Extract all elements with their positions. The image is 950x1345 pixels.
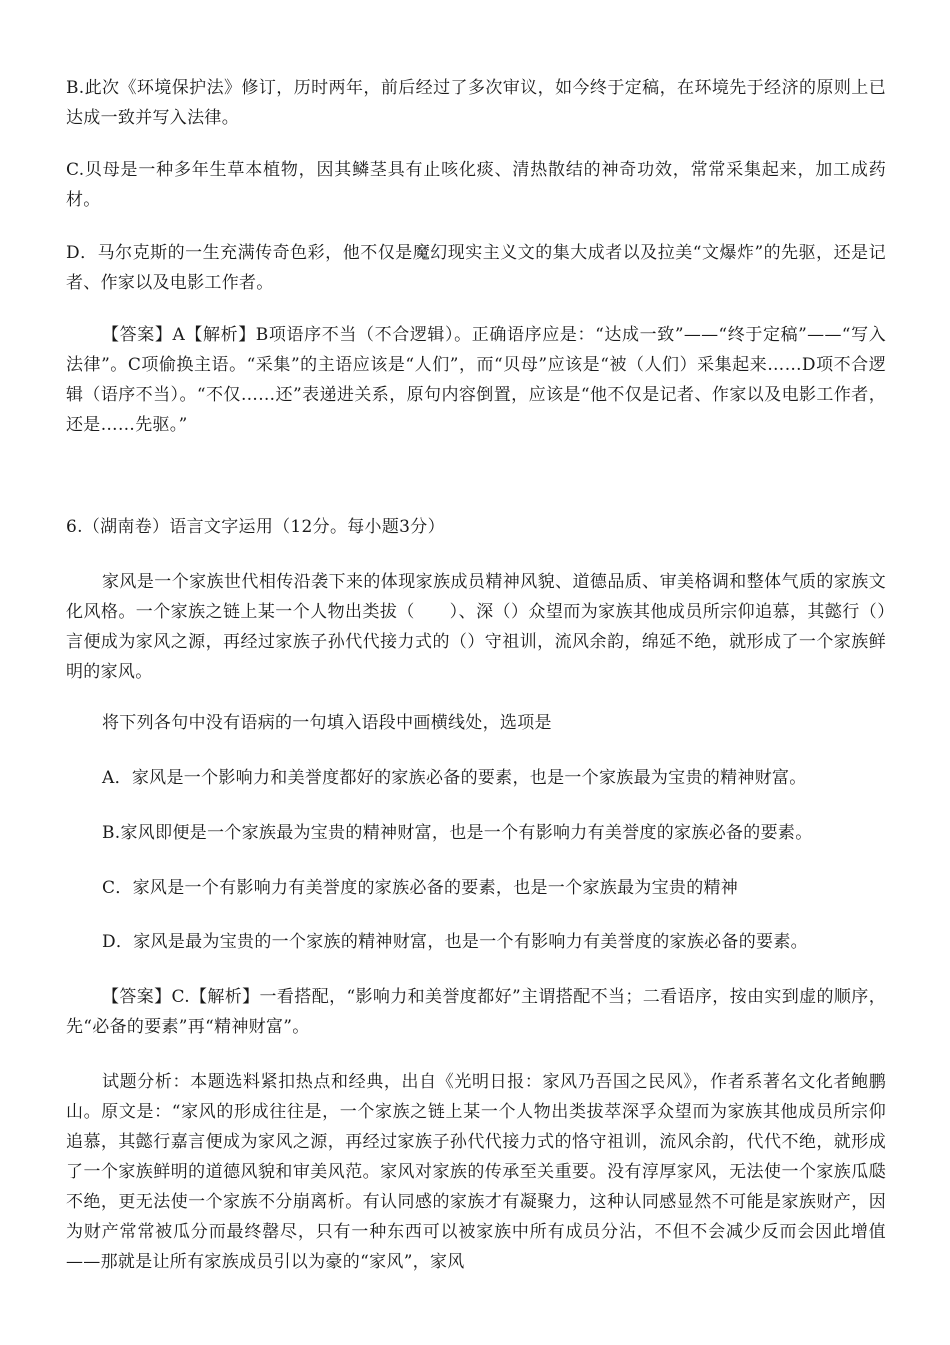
option-d: D．家风是最为宝贵的一个家族的精神财富，也是一个有影响力有美誉度的家族必备的要素。 [102,932,808,952]
option-a: A．家风是一个影响力和美誉度都好的家族必备的要素，也是一个家族最为宝贵的精神财富。 [102,768,807,788]
option-b-prev: B.此次《环境保护法》修订，历时两年，前后经过了多次审议，如今终于定稿，在环境先于经济的原则上已达成一致并写入法律。 [66,78,886,128]
answer-prev: 【答案】A【解析】B项语序不当（不合逻辑）。正确语序应是：“达成一致”——“终于定稿”——“写入法律”。C项偷换主语。“采集”的主语应该是“人们”，而“贝母”应该是“被（人们）采集起来……D项不合逻辑（语序不当）。“不仅……还”表递进关系，原句内容倒置，应该是“他不仅是记者、作家以及电影工作者，还是……先驱。” [66,325,886,435]
question-6-title: 6.（湖南卷）语言文字运用（12分。每小题3分） [66,517,445,537]
option-c-prev: C.贝母是一种多年生草本植物，因其鳞茎具有止咳化痰、清热散结的神奇功效，常常采集起来，加工成药材。 [66,160,886,210]
passage: 家风是一个家族世代相传沿袭下来的体现家族成员精神风貌、道德品质、审美格调和整体气质的家族文化风格。一个家族之链上某一个人物出类拔（ ）、深（）众望而为家族其他成员所宗仰追慕，其懿行（）言便成为家风之源，再经过家族子孙代代接力式的（）守祖训，流风余韵，绵延不绝，就形成了一个家族鲜明的家风。 [66,572,886,682]
option-b: B.家风即便是一个家族最为宝贵的精神财富，也是一个有影响力有美誉度的家族必备的要素。 [102,823,813,843]
option-d-prev: D．马尔克斯的一生充满传奇色彩，他不仅是魔幻现实主义文的集大成者以及拉美“文爆炸”的先驱，还是记者、作家以及电影工作者。 [66,243,886,293]
answer: 【答案】C.【解析】一看搭配，“影响力和美誉度都好”主谓搭配不当；二看语序，按由实到虚的顺序，先“必备的要素”再“精神财富”。 [66,987,886,1037]
analysis: 试题分析：本题选料紧扣热点和经典，出自《光明日报：家风乃吾国之民风》，作者系著名文化者鲍鹏山。原文是：“家风的形成往往是，一个家族之链上某一个人物出类拔萃深孚众望而为家族其他成员所宗仰追慕，其懿行嘉言便成为家风之源，再经过家族子孙代代接力式的恪守祖训，流风余韵，代代不绝，就形成了一个家族鲜明的道德风貌和审美风范。家风对家族的传承至关重要。没有淳厚家风，无法使一个家族瓜瓞不绝，更无法使一个家族不分崩离析。有认同感的家族才有凝聚力，这种认同感显然不可能是家族财产，因为财产常常被瓜分而最终罄尽，只有一种东西可以被家族中所有成员分沾，不但不会减少反而会因此增值——那就是让所有家族成员引以为豪的“家风”，家风 [66,1072,886,1272]
option-c: C．家风是一个有影响力有美誉度的家族必备的要素，也是一个家族最为宝贵的精神 [102,878,739,898]
instruction: 将下列各句中没有语病的一句填入语段中画横线处，选项是 [102,713,552,733]
